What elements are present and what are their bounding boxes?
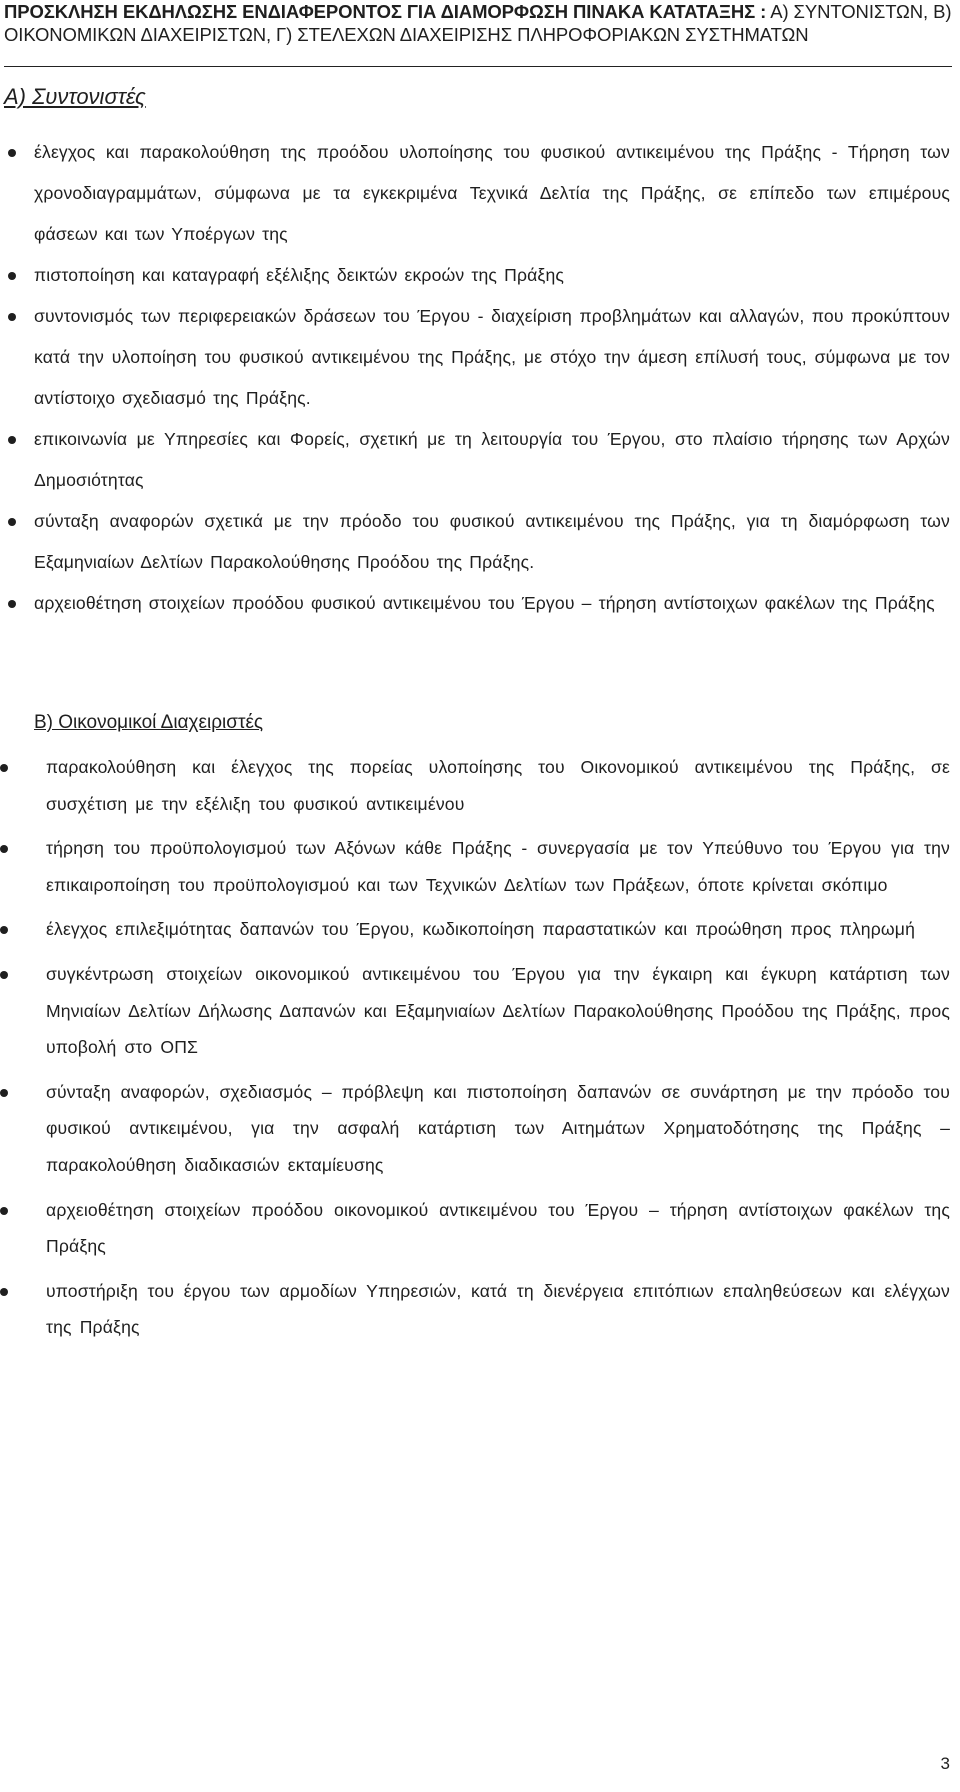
bullet-icon bbox=[0, 845, 8, 853]
list-item bbox=[0, 956, 950, 1066]
list-item-text: υποστήριξη του έργου των αρμοδίων Υπηρεσιών, κατά τη διενέργεια επιτόπιων επαληθεύσεων και ελέγχων της Πράξης bbox=[46, 1280, 950, 1338]
list-item-text: παρακολούθηση και έλεγχος της πορείας υλοποίησης του Οικονομικού αντικειμένου της Πράξης, σε συσχέτιση με την εξέλιξη του φυσικού αντικειμένου bbox=[46, 757, 950, 814]
list-item-text: αρχειοθέτηση στοιχείων προόδου οικονομικού αντικειμένου του Έργου – τήρηση αντίστοιχων φακέλων της Πράξης bbox=[46, 1199, 950, 1257]
section-a-title: Α) Συντονιστές bbox=[4, 84, 146, 109]
list-item bbox=[0, 132, 950, 255]
bullet-icon bbox=[0, 971, 8, 979]
list-item-text: έλεγχος επιλεξιμότητας δαπανών του Έργου, κωδικοποίηση παραστατικών και προώθηση προς πληρωμή bbox=[46, 919, 916, 940]
list-item bbox=[0, 255, 950, 296]
list-item-text: σύνταξη αναφορών σχετικά με την πρόοδο του φυσικού αντικειμένου της Πράξης, για τη διαμόρφωση των Εξαμηνιαίων Δελτίων Παρακολούθησης Προόδου της Πράξης. bbox=[34, 511, 950, 572]
list-item-text: επικοινωνία με Υπηρεσίες και Φορείς, σχετική με τη λειτουργία του Έργου, στο πλαίσιο τήρησης των Αρχών Δημοσιότητας bbox=[34, 429, 950, 490]
list-item-text: έλεγχος και παρακολούθηση της προόδου υλοποίησης του φυσικού αντικειμένου της Πράξης - Τήρηση των χρονοδιαγραμμάτων, σύμφωνα με τα εγκεκριμένα Τεχνικά Δελτία της Πράξης, σε επίπεδο των επιμέρους φάσεων και των Υποέργων της bbox=[34, 142, 950, 244]
bullet-icon bbox=[0, 764, 8, 772]
section-b-list bbox=[0, 749, 950, 1354]
header-title-rest: Α) ΣΥΝΤΟΝΙΣΤΩΝ, Β) bbox=[766, 1, 952, 22]
section-b-title: Β) Οικονομικοί Διαχειριστές bbox=[34, 712, 264, 733]
list-item bbox=[0, 296, 950, 419]
bullet-icon bbox=[0, 1207, 8, 1215]
bullet-icon bbox=[8, 272, 16, 280]
list-item bbox=[0, 830, 950, 903]
list-item-text: αρχειοθέτηση στοιχείων προόδου φυσικού αντικειμένου του Έργου – τήρηση αντίστοιχων φακέλων της Πράξης bbox=[34, 593, 935, 613]
bullet-icon bbox=[8, 313, 16, 321]
header-line-2: ΟΙΚΟΝΟΜΙΚΩΝ ΔΙΑΧΕΙΡΙΣΤΩΝ, Γ) ΣΤΕΛΕΧΩΝ ΔΙΑΧΕΙΡΙΣΗΣ ΠΛΗΡΟΦΟΡΙΑΚΩΝ ΣΥΣΤΗΜΑΤΩΝ bbox=[4, 24, 809, 45]
list-item bbox=[0, 501, 950, 583]
bullet-icon bbox=[8, 149, 16, 157]
list-item bbox=[0, 1192, 950, 1265]
bullet-icon bbox=[0, 926, 8, 934]
page-number: 3 bbox=[940, 1754, 950, 1773]
list-item-text: τήρηση του προϋπολογισμού των Αξόνων κάθε Πράξης - συνεργασία με τον Υπεύθυνο του Έργου για την επικαιροποίηση του προϋπολογισμού και των Τεχνικών Δελτίων των Πράξεων, όποτε κρίνεται σκόπιμο bbox=[46, 838, 950, 895]
list-item bbox=[0, 911, 950, 948]
list-item bbox=[0, 749, 950, 822]
list-item-text: συγκέντρωση στοιχείων οικονομικού αντικειμένου του Έργου για την έγκαιρη και έγκυρη κατάρτιση των Μηνιαίων Δελτίων Δήλωσης Δαπανών και Εξαμηνιαίων Δελτίων Παρακολούθησης Προόδου της Πράξης, προς υποβολή στο ΟΠΣ bbox=[46, 963, 950, 1058]
section-a-list bbox=[0, 132, 950, 624]
list-item-text: συντονισμός των περιφερειακών δράσεων του Έργου - διαχείριση προβλημάτων και αλλαγών, που προκύπτουν κατά την υλοποίηση του φυσικού αντικειμένου της Πράξης, με στόχο την άμεση επίλυσή τους, σύμφωνα με τον αντίστοιχο σχεδιασμό της Πράξης. bbox=[34, 306, 950, 408]
page-header bbox=[4, 0, 952, 67]
list-item bbox=[0, 419, 950, 501]
list-item-text: πιστοποίηση και καταγραφή εξέλιξης δεικτών εκροών της Πράξης bbox=[34, 265, 565, 285]
bullet-icon bbox=[0, 1288, 8, 1296]
header-line-1 bbox=[4, 0, 952, 23]
list-item bbox=[0, 1074, 950, 1184]
header-title-bold: ΠΡΟΣΚΛΗΣΗ ΕΚΔΗΛΩΣΗΣ ΕΝΔΙΑΦΕΡΟΝΤΟΣ ΓΙΑ ΔΙΑΜΟΡΦΩΣΗ ΠΙΝΑΚΑ ΚΑΤΑΤΑΞΗΣ : bbox=[4, 1, 767, 22]
list-item bbox=[0, 583, 950, 624]
bullet-icon bbox=[0, 1089, 8, 1097]
bullet-icon bbox=[8, 436, 16, 444]
list-item bbox=[0, 1273, 950, 1346]
list-item-text: σύνταξη αναφορών, σχεδιασμός – πρόβλεψη και πιστοποίηση δαπανών σε συνάρτηση με την πρόοδο του φυσικού αντικειμένου, για την ασφαλή κατάρτιση των Αιτημάτων Χρηματοδότησης της Πράξης – παρακολούθηση διαδικασιών εκταμίευσης bbox=[46, 1081, 950, 1175]
bullet-icon bbox=[8, 600, 16, 608]
bullet-icon bbox=[8, 518, 16, 526]
